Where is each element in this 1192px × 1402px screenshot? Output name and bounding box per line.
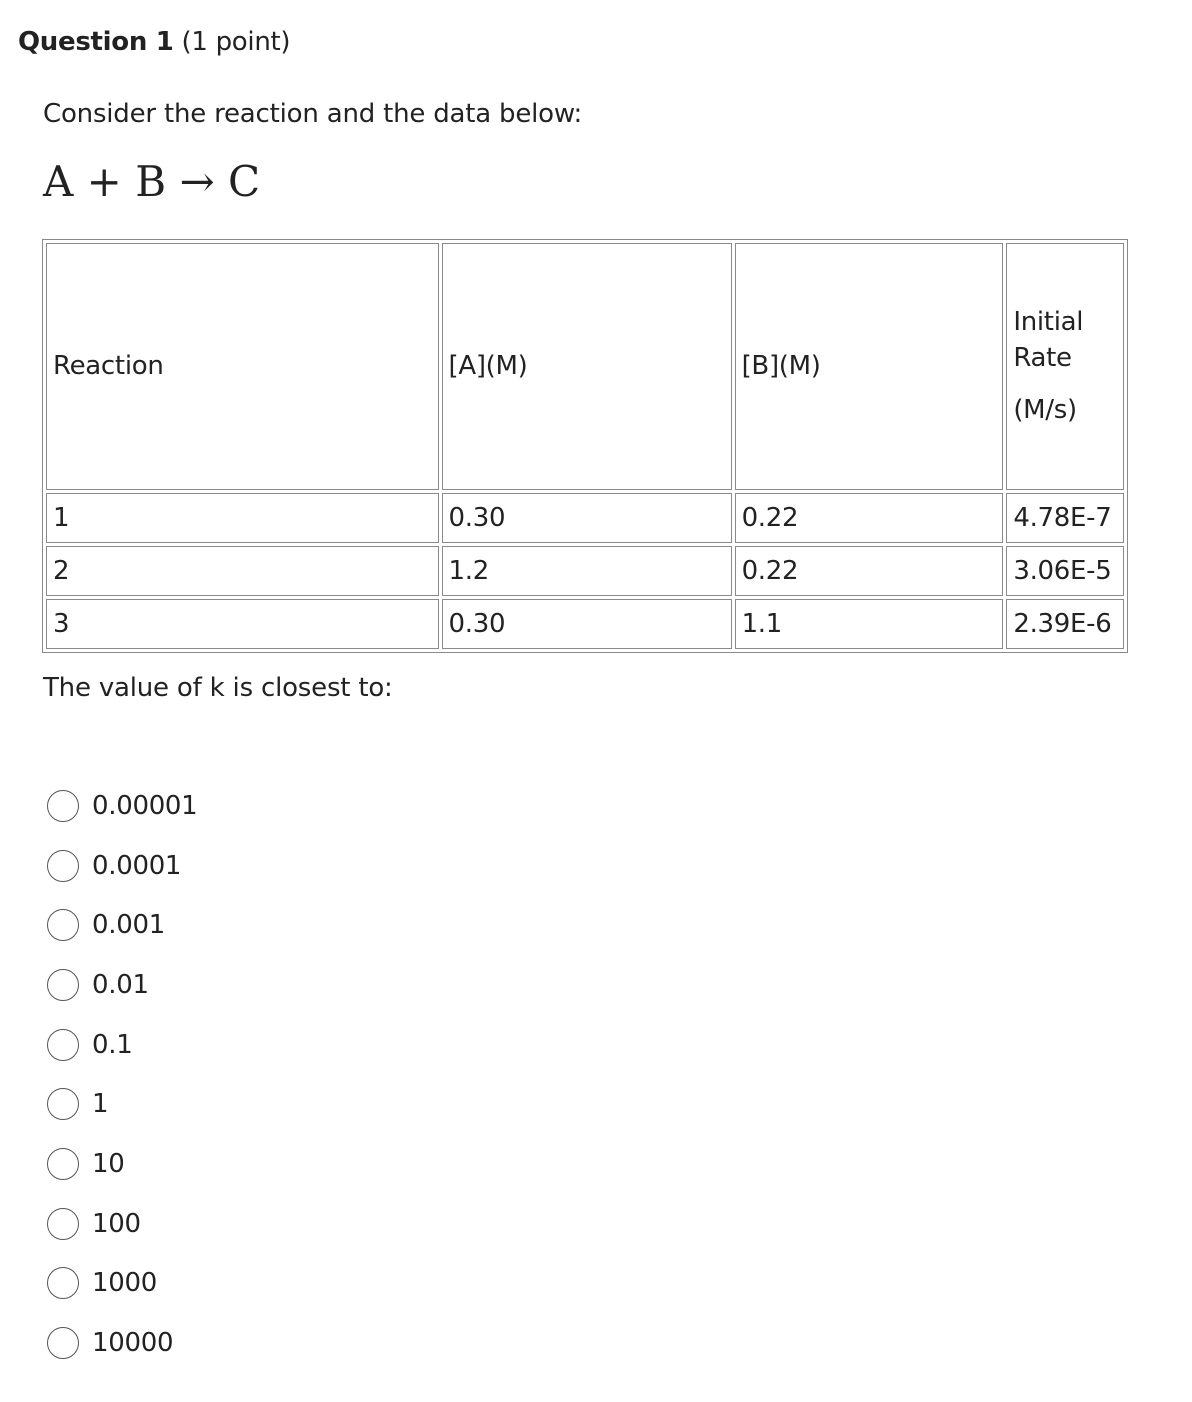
answer-option[interactable] (47, 1015, 197, 1075)
option-label[interactable]: 0.001 (92, 910, 165, 941)
header-reaction: Reaction (46, 243, 439, 490)
option-label[interactable]: 0.00001 (92, 790, 198, 821)
option-label[interactable]: 0.0001 (92, 850, 182, 881)
answer-option[interactable] (47, 895, 197, 955)
radio-button[interactable] (47, 909, 79, 941)
cell-a-concentration: 1.2 (442, 546, 732, 596)
radio-button[interactable] (47, 1088, 79, 1120)
question-header (18, 24, 290, 60)
cell-initial-rate: 4.78E-7 (1006, 493, 1124, 543)
question-points: (1 point) (181, 27, 291, 57)
option-label[interactable]: 0.1 (92, 1029, 133, 1060)
radio-button[interactable] (47, 1327, 79, 1359)
answer-option[interactable] (47, 1194, 197, 1254)
header-a-concentration: [A](M) (442, 243, 732, 490)
cell-a-concentration: 0.30 (442, 599, 732, 649)
cell-initial-rate: 3.06E-5 (1006, 546, 1124, 596)
header-rate-unit: (M/s) (1013, 395, 1077, 426)
cell-reaction: 3 (46, 599, 439, 649)
cell-a-concentration: 0.30 (442, 493, 732, 543)
radio-button[interactable] (47, 1208, 79, 1240)
table-row (46, 546, 1124, 596)
header-rate-line2: Rate (1013, 343, 1072, 374)
reaction-equation: A + B → C (43, 157, 261, 206)
cell-b-concentration: 0.22 (735, 546, 1004, 596)
radio-button[interactable] (47, 790, 79, 822)
answer-option[interactable] (47, 1254, 197, 1314)
answer-option[interactable] (47, 1074, 197, 1134)
answer-option[interactable] (47, 836, 197, 896)
data-table (42, 239, 1128, 653)
header-initial-rate (1006, 243, 1124, 490)
table-row (46, 599, 1124, 649)
answer-option[interactable] (47, 1313, 197, 1373)
question-title: Question 1 (18, 27, 174, 57)
table-header-row (46, 243, 1124, 490)
option-label[interactable]: 1 (92, 1089, 109, 1120)
answer-option[interactable] (47, 955, 197, 1015)
question-prompt: Consider the reaction and the data below: (43, 99, 583, 129)
table-row (46, 493, 1124, 543)
option-label[interactable]: 1000 (92, 1268, 157, 1299)
cell-b-concentration: 0.22 (735, 493, 1004, 543)
answer-option[interactable] (47, 1134, 197, 1194)
option-label[interactable]: 0.01 (92, 969, 149, 1000)
cell-b-concentration: 1.1 (735, 599, 1004, 649)
radio-button[interactable] (47, 850, 79, 882)
header-b-concentration: [B](M) (735, 243, 1004, 490)
cell-initial-rate: 2.39E-6 (1006, 599, 1124, 649)
answer-option[interactable] (47, 776, 197, 836)
cell-reaction: 1 (46, 493, 439, 543)
radio-button[interactable] (47, 1148, 79, 1180)
option-label[interactable]: 10 (92, 1148, 125, 1179)
option-label[interactable]: 10000 (92, 1328, 174, 1359)
radio-button[interactable] (47, 1267, 79, 1299)
cell-reaction: 2 (46, 546, 439, 596)
radio-button[interactable] (47, 969, 79, 1001)
sub-question-prompt: The value of k is closest to: (43, 673, 393, 703)
option-label[interactable]: 100 (92, 1208, 141, 1239)
header-rate-line1: Initial (1013, 307, 1084, 338)
answer-options (47, 776, 197, 1373)
radio-button[interactable] (47, 1029, 79, 1061)
